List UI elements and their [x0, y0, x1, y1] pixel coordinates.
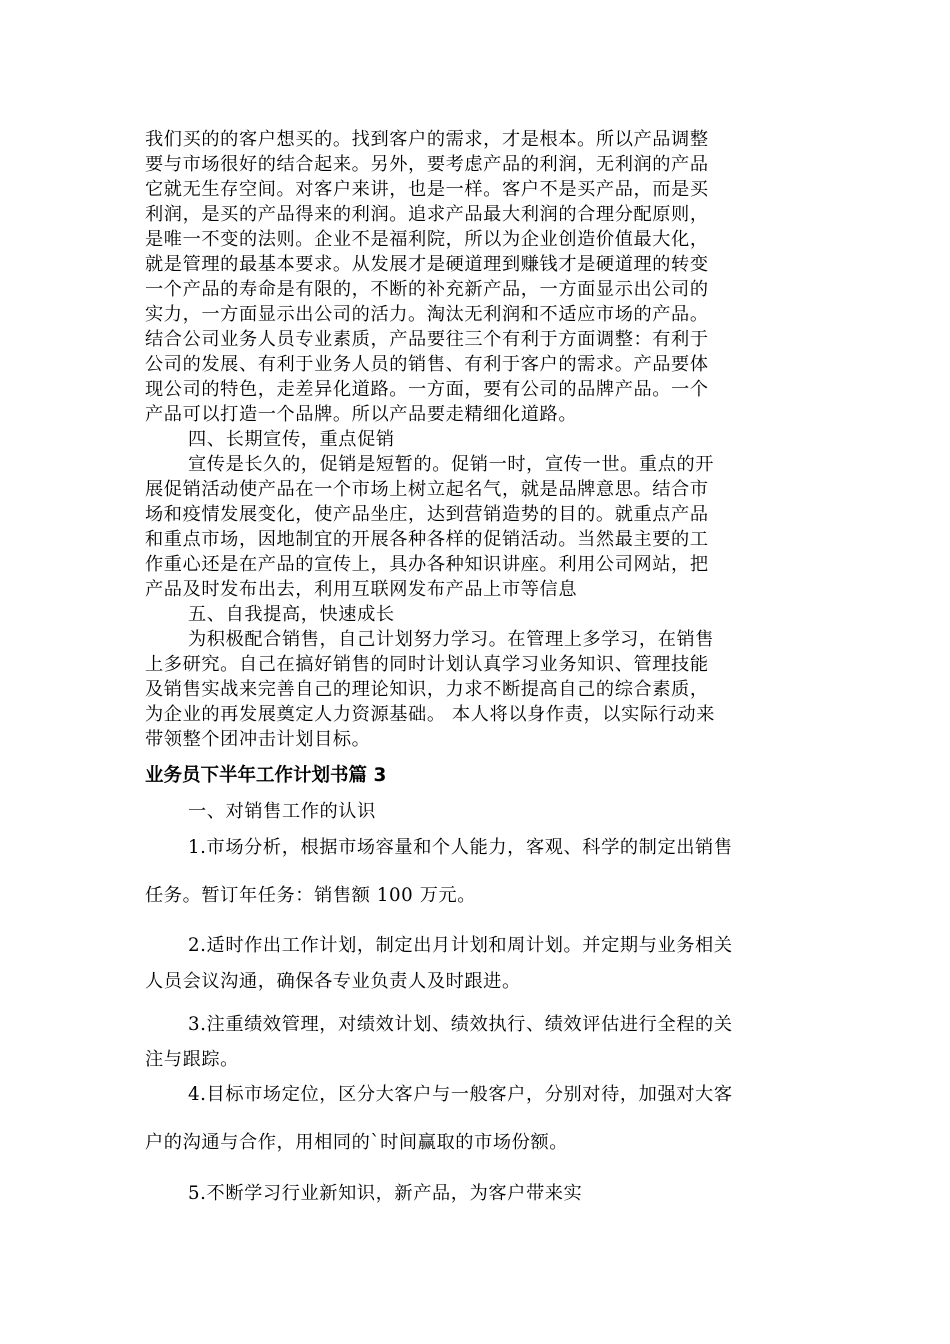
paragraph-line: 现公司的特色，走差异化道路。一方面，要有公司的品牌产品。一个	[145, 379, 709, 400]
paragraph-line: 场和疫情发展变化，使产品坐庄，达到营销造势的目的。就重点产品	[145, 504, 709, 525]
paragraph-line: 要与市场很好的结合起来。另外，要考虑产品的利润，无利润的产品	[145, 154, 709, 175]
list-item-continuation: 任务。暂订年任务：销售额 100 万元。	[145, 885, 477, 906]
paragraph-line: 产品可以打造一个品牌。所以产品要走精细化道路。	[145, 404, 578, 425]
paragraph-line: 带领整个团冲击计划目标。	[145, 729, 371, 750]
paragraph-line: 是唯一不变的法则。企业不是福利院，所以为企业创造价值最大化，	[145, 229, 709, 250]
paragraph-line: 展促销活动使产品在一个市场上树立起名气，就是品牌意思。结合市	[145, 479, 709, 500]
paragraph-line: 及销售实战来完善自己的理论知识，力求不断提高自己的综合素质，	[145, 679, 709, 700]
paragraph-line: 公司的发展、有利于业务人员的销售、有利于客户的需求。产品要体	[145, 354, 709, 375]
paragraph-line: 它就无生存空间。对客户来讲，也是一样。客户不是买产品，而是买	[145, 179, 709, 200]
paragraph-line: 产品及时发布出去，利用互联网发布产品上市等信息	[145, 579, 578, 600]
paragraph-line: 一个产品的寿命是有限的，不断的补充新产品，一方面显示出公司的	[145, 279, 709, 300]
list-item: 4.目标市场定位，区分大客户与一般客户，分别对待，加强对大客	[188, 1084, 733, 1105]
paragraph-line: 为企业的再发展奠定人力资源基础。 本人将以身作责，以实际行动来	[145, 704, 716, 725]
paragraph-line: 宣传是长久的，促销是短暂的。促销一时，宣传一世。重点的开	[188, 454, 715, 475]
paragraph-line: 和重点市场，因地制宜的开展各种各样的促销活动。当然最主要的工	[145, 529, 709, 550]
section-title: 五、自我提高，快速成长	[188, 604, 395, 625]
list-item: 2.适时作出工作计划，制定出月计划和周计划。并定期与业务相关	[188, 935, 733, 956]
part-title: 一、对销售工作的认识	[188, 801, 376, 822]
paragraph-line: 作重心还是在产品的宣传上，具办各种知识讲座。利用公司网站，把	[145, 554, 709, 575]
paragraph-line: 实力，一方面显示出公司的活力。淘汰无利润和不适应市场的产品。	[145, 304, 709, 325]
list-item: 1.市场分析，根据市场容量和个人能力，客观、科学的制定出销售	[188, 837, 733, 858]
section-title: 四、长期宣传，重点促销	[188, 429, 395, 450]
paragraph-line: 利润，是买的产品得来的利润。追求产品最大利润的合理分配原则，	[145, 204, 709, 225]
list-item-continuation: 户的沟通与合作，用相同的`时间赢取的市场份额。	[145, 1132, 569, 1153]
list-item: 5.不断学习行业新知识，新产品，为客户带来实	[188, 1183, 583, 1204]
paragraph-line: 结合公司业务人员专业素质，产品要往三个有利于方面调整：有利于	[145, 329, 709, 350]
paragraph-line: 为积极配合销售，自己计划努力学习。在管理上多学习，在销售	[188, 629, 715, 650]
article-heading: 业务员下半年工作计划书篇 3	[145, 765, 387, 786]
paragraph-line: 上多研究。自己在搞好销售的同时计划认真学习业务知识、管理技能	[145, 654, 709, 675]
list-item: 3.注重绩效管理，对绩效计划、绩效执行、绩效评估进行全程的关	[188, 1014, 733, 1035]
paragraph-line: 我们买的的客户想买的。找到客户的需求，才是根本。所以产品调整	[145, 129, 709, 150]
list-item-continuation: 注与跟踪。	[145, 1049, 239, 1070]
list-item-continuation: 人员会议沟通，确保各专业负责人及时跟进。	[145, 971, 521, 992]
paragraph-line: 就是管理的最基本要求。从发展才是硬道理到赚钱才是硬道理的转变	[145, 254, 709, 275]
